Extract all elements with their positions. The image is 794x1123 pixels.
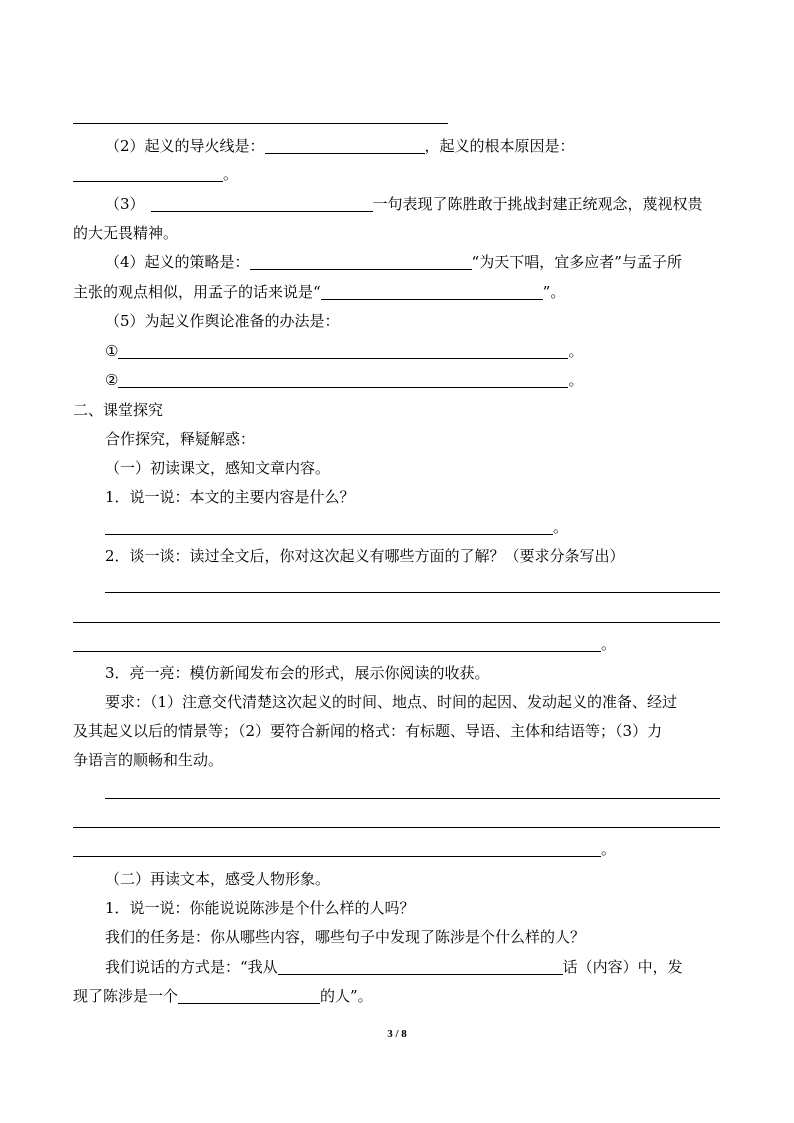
question-5-item-1: ① 。 [105, 342, 584, 360]
requirement-line-3: 争语言的顺畅和生动。 [73, 751, 224, 769]
question-4: （4）起义的策略是： “为天下唱，宜多应者”与孟子所 [105, 253, 682, 271]
part-2-question-1: 1．说一说：你能说说陈涉是个什么样的人吗？ [105, 899, 415, 917]
section-intro: 合作探究，释疑解惑： [105, 430, 256, 448]
answer-line[interactable] [73, 622, 720, 623]
answer-blank[interactable] [73, 840, 601, 857]
requirement-line-1: 要求：（1）注意交代清楚这次起义的时间、地点、时间的起因、发动起义的准备、经过 [105, 693, 678, 711]
question-2-cont: 。 [73, 164, 238, 184]
question-2-cause: （2）起义的导火线是： ，起义的根本原因是： [105, 137, 575, 155]
part-1-question-3: 3．亮一亮：模仿新闻发布会的形式，展示你阅读的收获。 [105, 664, 490, 682]
answer-line[interactable] [73, 827, 720, 828]
answer-line[interactable] [105, 798, 720, 799]
part-1-answer-2-end: 。 [73, 634, 616, 654]
part-1-answer-1: 。 [105, 517, 568, 537]
answer-blank[interactable] [250, 253, 472, 270]
answer-line[interactable] [73, 123, 448, 124]
answer-blank[interactable] [265, 137, 425, 154]
speaking-format-cont: 现了陈涉是一个 的人”。 [73, 987, 373, 1005]
question-5: （5）为起义作舆论准备的办法是： [105, 312, 340, 330]
part-2-heading: （二）再读文本，感受人物形象。 [105, 870, 331, 888]
question-4-cont: 主张的观点相似，用孟子的话来说是“ ”。 [73, 283, 566, 301]
page-number: 3 / 8 [387, 1028, 407, 1040]
question-5-item-2: ② 。 [105, 371, 584, 389]
question-3-cont: 的大无畏精神。 [73, 224, 179, 242]
answer-blank[interactable] [151, 195, 373, 212]
answer-blank[interactable] [105, 518, 553, 535]
answer-blank[interactable] [278, 958, 563, 975]
answer-line[interactable] [105, 592, 720, 593]
requirement-line-2: 及其起义以后的情景等；（2）要符合新闻的格式：有标题、导语、主体和结语等；（3）力 [73, 722, 663, 740]
answer-blank[interactable] [118, 371, 568, 388]
speaking-format: 我们说话的方式是：“我从 话（内容）中，发 [105, 958, 683, 976]
answer-blank[interactable] [118, 342, 568, 359]
answer-blank[interactable] [178, 987, 320, 1004]
answer-blank[interactable] [321, 283, 543, 300]
question-3: （3） 一句表现了陈胜敢于挑战封建正统观念，蔑视权贵 [105, 195, 703, 213]
part-1-heading: （一）初读课文，感知文章内容。 [105, 459, 331, 477]
answer-blank[interactable] [73, 635, 601, 652]
part-1-answer-3-end: 。 [73, 839, 616, 859]
section-heading: 二、课堂探究 [73, 401, 164, 419]
part-1-question-2: 2．谈一谈：读过全文后，你对这次起义有哪些方面的了解？（要求分条写出） [105, 547, 625, 565]
part-1-question-1: 1．说一说：本文的主要内容是什么？ [105, 488, 355, 506]
task-description: 我们的任务是：你从哪些内容，哪些句子中发现了陈涉是个什么样的人？ [105, 928, 586, 946]
answer-blank[interactable] [73, 165, 223, 182]
